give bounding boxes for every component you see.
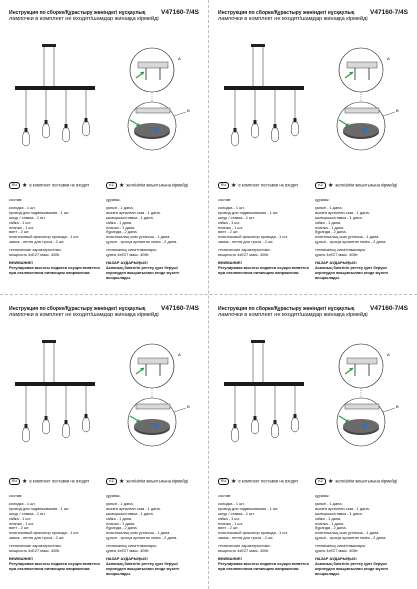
kz-item: пластикалық сым ұстағыш - 1 дана. [106,234,171,240]
ru-item: пластиковый фиксатор провода - 1 шт. [218,530,288,536]
ru-item: замок - петля для троса - 2 шт. [9,535,65,541]
kz-warning-text: Аспаның биіктігін реттеу қуат беруші кернеуден ажыратылған кезде жүзеге асырылады. [315,264,389,280]
kz-specs: қуаты 4xE27 макс. 40Вт. [315,548,359,554]
ru-mark-icon: RU [9,478,20,485]
ru-contents-heading: состав: [218,493,232,498]
kz-item: планка - 1 дана. [106,520,136,526]
ru-item: планка - 1 шт. [9,224,34,230]
star-icon: ★ [119,182,125,189]
kz-contents-column [315,198,407,281]
kz-warning-text: Аспаның биіктігін реттеу қуат беруші кернеуден ажыратылған кезде жүзеге асырылады. [315,560,389,576]
kz-item: құлып - тросқа арналған ілмек - 2 дана. [106,535,178,541]
model-number: V47160-7/4S [370,305,408,312]
kz-item: құлып - тросқа арналған ілмек - 2 дана. [106,239,178,245]
pendant-lamp-illustration [12,42,112,154]
kz-item: шығыршы/ставка - 1 дана. [315,510,363,516]
ru-item: винт - 2 шт. [218,525,239,531]
mounting-diagram [116,342,200,462]
kz-item: аспаға арналған сым - 1 дана. [106,209,161,215]
bulbs-note: лампочки в комплект не входят/шамдар жинаққа кірмейді [9,312,159,318]
kz-item: аспаға арналған сым - 1 дана. [106,505,161,511]
kz-specs-heading: техникалық сипаттамалары: [315,543,367,549]
kz-contents-heading: құрамы: [106,197,121,202]
ru-certification-text: в комплект поставки не входит [238,478,299,484]
ru-item: колодка - 1 шт. [9,500,36,506]
ru-warning-heading: ВНИМАНИЕ! [9,555,33,561]
kz-contents-heading: құрамы: [315,493,330,498]
kz-specs-heading: техникалық сипаттамалары: [106,543,158,549]
title-text: Инструкция по сборке/Құрастыру жөніндегі нұсқаулық [9,10,146,16]
kz-contents-column [106,198,198,281]
kz-item: қалып - 1 дана. [315,204,343,210]
ru-contents-heading: состав: [218,197,232,202]
ru-item: гайка - 1 шт. [9,219,31,225]
mounting-diagram [325,46,409,166]
title-text: Инструкция по сборке/Құрастыру жөніндегі нұсқаулық [218,306,355,312]
kz-certification-text: жеткізілім жиынтығына кірмейді [126,478,189,484]
kz-warning-text: Аспаның биіктігін реттеу қуат беруші кернеуден ажыратылған кезде жүзеге асырылады. [106,264,180,280]
ru-certification-text: в комплект поставки не входит [238,182,299,188]
title-text: Инструкция по сборке/Құрастыру жөніндегі нұсқаулық [9,306,146,312]
kz-item: бұранда - 2 дана. [106,229,138,235]
ru-item: шнур / ставка - 1 шт. [218,214,255,220]
model-number: V47160-7/4S [161,9,199,16]
bulbs-note: лампочки в комплект не входят/шамдар жинаққа кірмейді [218,312,368,318]
kz-item: бұранда - 2 дана. [315,525,347,531]
ru-item: провод для подвешивания - 1 шт. [9,505,70,511]
ru-item: провод для подвешивания - 1 шт. [218,505,279,511]
kz-certification [315,182,397,189]
svg-text:A: A [178,352,181,357]
star-icon: ★ [328,182,334,189]
kz-certification-text: жеткізілім жиынтығына кірмейді [335,182,398,188]
ru-item: шнур / ставка - 1 шт. [218,510,255,516]
kz-specs-heading: техникалық сипаттамалары: [106,247,158,253]
ru-certification [9,182,89,189]
ru-certification [9,478,89,485]
ru-specs: мощность 4xE27 макс. 40Вт [218,548,269,554]
ru-certification-text: в комплект поставки не входит [29,182,90,188]
ru-warning-heading: ВНИМАНИЕ! [218,259,242,265]
ru-specs-heading: технические характеристики: [218,543,271,549]
ru-specs: мощность 4xE27 макс. 40Вт [9,548,60,554]
ru-item: пластиковый фиксатор провода - 1 шт. [218,234,288,240]
ru-certification-text: в комплект поставки не входит [29,478,90,484]
ru-item: планка - 1 шт. [218,224,243,230]
ru-contents-column [9,494,101,572]
svg-text:B: B [187,404,190,409]
kz-mark-icon: KZ [106,478,117,485]
svg-text:A: A [387,352,390,357]
kz-item: қалып - 1 дана. [315,500,343,506]
kz-item: құлып - тросқа арналған ілмек - 2 дана. [315,239,387,245]
star-icon: ★ [22,478,28,485]
kz-item: қалып - 1 дана. [106,204,134,210]
star-icon: ★ [231,182,237,189]
ru-item: провод для подвешивания - 1 шт. [218,209,279,215]
kz-contents-heading: құрамы: [106,493,121,498]
kz-item: пластикалық сым ұстағыш - 1 дана. [315,530,380,536]
ru-specs-heading: технические характеристики: [9,543,62,549]
ru-contents-heading: состав: [9,197,23,202]
instruction-card [213,4,413,291]
ru-warning-text: Регулировка высоты подвеса осуществляется при отключенном питающем напряжении. [218,264,309,275]
kz-warning-heading: НАЗАР АУДАРЫҢЫЗ! [315,555,357,561]
ru-item: винт - 2 шт. [9,525,30,531]
kz-item: пластикалық сым ұстағыш - 1 дана. [106,530,171,536]
kz-item: гайка - 1 дана. [315,219,342,225]
bulbs-note: лампочки в комплект не входят/шамдар жинаққа кірмейді [9,16,159,22]
kz-warning-heading: НАЗАР АУДАРЫҢЫЗ! [106,259,148,265]
kz-certification-text: жеткізілім жиынтығына кірмейді [126,182,189,188]
bulbs-note: лампочки в комплект не входят/шамдар жинаққа кірмейді [218,16,368,22]
ru-item: колодка - 1 шт. [9,204,36,210]
svg-text:B: B [396,404,399,409]
svg-text:A: A [387,56,390,61]
star-icon: ★ [22,182,28,189]
kz-item: гайка - 1 дана. [106,515,133,521]
ru-warning-text: Регулировка высоты подвеса осуществляется при отключенном питающем напряжении. [218,560,309,571]
star-icon: ★ [119,478,125,485]
ru-warning-text: Регулировка высоты подвеса осуществляется при отключенном питающем напряжении. [9,264,100,275]
star-icon: ★ [328,478,334,485]
ru-mark-icon: RU [218,478,229,485]
kz-warning-heading: НАЗАР АУДАРЫҢЫЗ! [106,555,148,561]
ru-mark-icon: RU [9,182,20,189]
svg-text:A: A [178,56,181,61]
kz-specs-heading: техникалық сипаттамалары: [315,247,367,253]
ru-item: колодка - 1 шт. [218,500,245,506]
ru-item: замок - петля для троса - 2 шт. [218,239,274,245]
ru-item: гайка - 1 шт. [218,515,240,521]
kz-item: аспаға арналған сым - 1 дана. [315,209,370,215]
ru-item: шнур / ставка - 1 шт. [9,214,46,220]
ru-item: гайка - 1 шт. [9,515,31,521]
kz-contents-column [315,494,407,577]
instruction-card [4,300,204,587]
kz-item: планка - 1 дана. [315,224,345,230]
pendant-lamp-illustration [221,42,321,154]
ru-item: замок - петля для троса - 2 шт. [218,535,274,541]
ru-item: винт - 2 шт. [218,229,239,235]
ru-item: пластиковый фиксатор провода - 1 шт. [9,530,79,536]
kz-certification [315,478,397,485]
ru-item: планка - 1 шт. [9,520,34,526]
kz-item: планка - 1 дана. [315,520,345,526]
ru-item: гайка - 1 шт. [218,219,240,225]
kz-specs: қуаты 4xE27 макс. 40Вт. [106,252,150,258]
kz-item: шығыршы/ставка - 1 дана. [106,214,154,220]
kz-contents-column [106,494,198,577]
ru-item: колодка - 1 шт. [218,204,245,210]
mounting-diagram [325,342,409,462]
ru-specs-heading: технические характеристики: [218,247,271,253]
ru-item: шнур / ставка - 1 шт. [9,510,46,516]
horizontal-cut-line [0,294,417,296]
instruction-card [213,300,413,587]
kz-mark-icon: KZ [315,478,326,485]
model-number: V47160-7/4S [161,305,199,312]
ru-warning-text: Регулировка высоты подвеса осуществляется при отключенном питающем напряжении. [9,560,100,571]
star-icon: ★ [231,478,237,485]
ru-certification [218,478,298,485]
kz-certification [106,478,188,485]
kz-mark-icon: KZ [106,182,117,189]
kz-item: шығыршы/ставка - 1 дана. [315,214,363,220]
ru-contents-column [218,494,310,572]
pendant-lamp-illustration [12,338,112,450]
svg-text:B: B [187,108,190,113]
ru-item: винт - 2 шт. [9,229,30,235]
kz-specs: қуаты 4xE27 макс. 40Вт. [106,548,150,554]
kz-item: бұранда - 2 дана. [106,525,138,531]
ru-contents-heading: состав: [9,493,23,498]
ru-item: пластиковый фиксатор провода - 1 шт. [9,234,79,240]
kz-certification-text: жеткізілім жиынтығына кірмейді [335,478,398,484]
kz-certification [106,182,188,189]
title-text: Инструкция по сборке/Құрастыру жөніндегі нұсқаулық [218,10,355,16]
svg-text:B: B [396,108,399,113]
pendant-lamp-illustration [221,338,321,450]
ru-item: замок - петля для троса - 2 шт. [9,239,65,245]
kz-specs: қуаты 4xE27 макс. 40Вт. [315,252,359,258]
kz-item: қалып - 1 дана. [106,500,134,506]
ru-mark-icon: RU [218,182,229,189]
ru-specs: мощность 4xE27 макс. 40Вт [9,252,60,258]
ru-item: планка - 1 шт. [218,520,243,526]
kz-item: аспаға арналған сым - 1 дана. [315,505,370,511]
ru-contents-column [9,198,101,276]
kz-item: гайка - 1 дана. [106,219,133,225]
kz-item: пластикалық сым ұстағыш - 1 дана. [315,234,380,240]
ru-specs: мощность 4xE27 макс. 40Вт [218,252,269,258]
kz-mark-icon: KZ [315,182,326,189]
kz-warning-heading: НАЗАР АУДАРЫҢЫЗ! [315,259,357,265]
ru-contents-column [218,198,310,276]
kz-item: гайка - 1 дана. [315,515,342,521]
kz-warning-text: Аспаның биіктігін реттеу қуат беруші кернеуден ажыратылған кезде жүзеге асырылады. [106,560,180,576]
kz-item: шығыршы/ставка - 1 дана. [106,510,154,516]
mounting-diagram [116,46,200,166]
kz-contents-heading: құрамы: [315,197,330,202]
ru-specs-heading: технические характеристики: [9,247,62,253]
model-number: V47160-7/4S [370,9,408,16]
kz-item: құлып - тросқа арналған ілмек - 2 дана. [315,535,387,541]
ru-certification [218,182,298,189]
kz-item: бұранда - 2 дана. [315,229,347,235]
instruction-card [4,4,204,291]
kz-item: планка - 1 дана. [106,224,136,230]
ru-item: провод для подвешивания - 1 шт. [9,209,70,215]
ru-warning-heading: ВНИМАНИЕ! [218,555,242,561]
ru-warning-heading: ВНИМАНИЕ! [9,259,33,265]
